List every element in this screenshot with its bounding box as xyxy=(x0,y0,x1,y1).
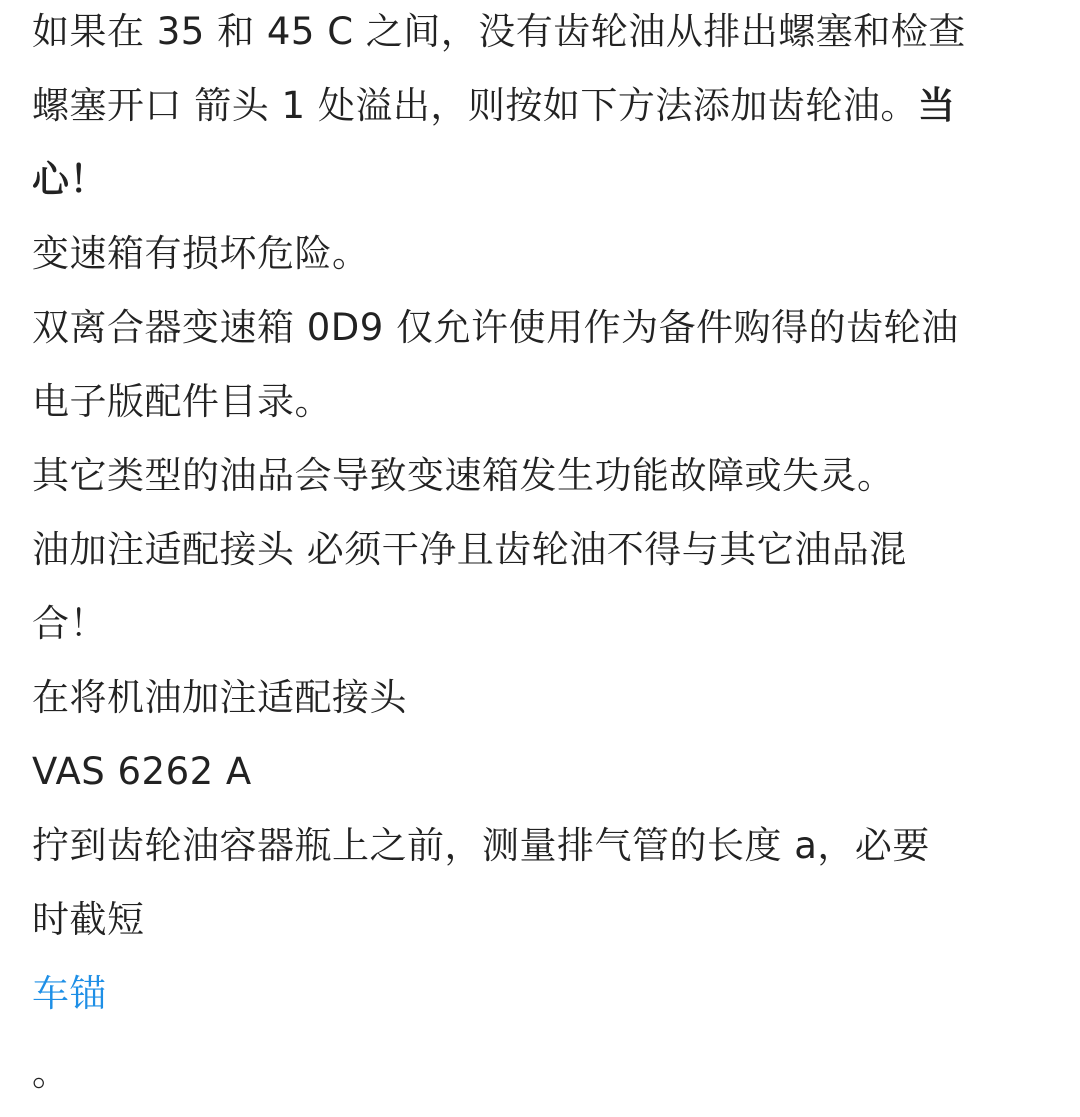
end-punctuation: 。 xyxy=(32,1051,69,1094)
paragraph-line: 双离合器变速箱 0D9 仅允许使用作为备件购得的齿轮油 xyxy=(32,306,959,349)
paragraph-text: 螺塞开口 箭头 1 处溢出，则按如下方法添加齿轮油。 xyxy=(32,84,918,127)
warning-text: 变速箱有损坏危险。 xyxy=(32,232,370,275)
source-link-line xyxy=(32,957,1062,1031)
paragraph-line: 拧到齿轮油容器瓶上之前，测量排气管的长度 a，必要 xyxy=(32,824,930,867)
paragraph-line: 其它类型的油品会导致变速箱发生功能故障或失灵。 xyxy=(32,454,895,497)
warning-heading-end: 心！ xyxy=(32,158,107,201)
source-link[interactable]: 车锚 xyxy=(32,972,107,1015)
paragraph-line: 电子版配件目录。 xyxy=(32,380,332,423)
warning-heading-start: 当 xyxy=(917,84,956,127)
paragraph-line: 在将机油加注适配接头 xyxy=(32,676,407,719)
paragraph-line: 合！ xyxy=(32,602,107,645)
paragraph-line: 油加注适配接头 必须干净且齿轮油不得与其它油品混 xyxy=(32,528,907,571)
paragraph-line xyxy=(32,69,1062,143)
paragraph-line: 如果在 35 和 45 C 之间，没有齿轮油从排出螺塞和检查 xyxy=(32,10,966,53)
article-body xyxy=(32,0,1062,1103)
tool-code: VAS 6262 A xyxy=(32,750,252,793)
paragraph-line: 时截短 xyxy=(32,898,145,941)
